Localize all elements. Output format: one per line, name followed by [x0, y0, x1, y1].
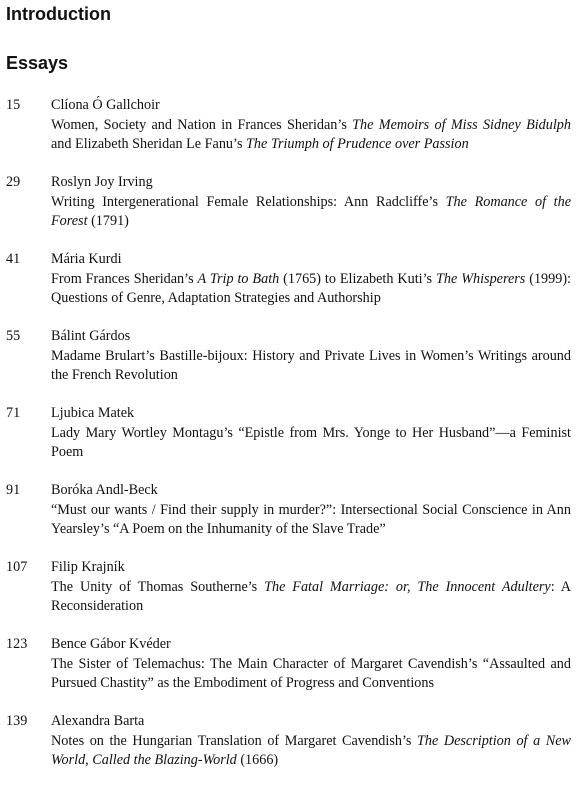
title-segment: and Elizabeth Sheridan Le Fanu’s: [51, 136, 247, 152]
essay-title: [51, 655, 571, 694]
essay-title: [51, 347, 571, 386]
title-italic-segment: The Description of a New World, Called the Blazing-World: [51, 732, 571, 768]
title-segment: (1791): [87, 213, 129, 229]
title-italic-segment: The Memoirs of Miss Sidney Bidulph: [352, 116, 571, 133]
title-italic-segment: The Whisperers: [435, 270, 526, 287]
toc-entry: [0, 96, 579, 173]
title-segment: (1666): [236, 752, 279, 768]
title-segment: Madame Brulart’s Bastille-bijoux: History and Private Lives in Women’s Writings around the French Revolution: [51, 347, 571, 383]
title-italic-segment: The Romance of the Forest: [51, 193, 572, 229]
essay-author: Boróka Andl-Beck: [51, 482, 158, 498]
page-number: 91: [6, 482, 21, 498]
toc-entry: [0, 712, 579, 789]
introduction-heading: Introduction: [6, 4, 111, 24]
page-number: 29: [6, 174, 21, 190]
title-segment: From Frances Sheridan’s: [51, 270, 198, 287]
essays-heading: Essays: [6, 53, 69, 73]
toc-entry: [0, 327, 579, 404]
page-number: 55: [6, 328, 21, 344]
essay-author: Mária Kurdi: [51, 251, 122, 267]
essay-title: [51, 424, 571, 463]
page-number: 139: [6, 713, 28, 729]
toc-entry: [0, 173, 579, 250]
title-segment: Notes on the Hungarian Translation of Margaret Cavendish’s: [51, 732, 417, 749]
title-segment: “Must our wants / Find their supply in murder?”: Intersectional Social Conscience in Ann Yearsley’s “A Poem on the Inhumanity of the Slave Trade”: [51, 501, 571, 537]
page-number: 15: [6, 97, 21, 113]
essay-author: Ljubica Matek: [51, 405, 135, 421]
title-segment: Lady Mary Wortley Montagu’s “Epistle from Mrs. Yonge to Her Husband”—a Feminist Poem: [51, 424, 571, 460]
essay-author: Bence Gábor Kvéder: [51, 636, 171, 652]
title-segment: : A Reconsideration: [51, 578, 572, 614]
title-italic-segment: A Trip to Bath: [197, 270, 280, 287]
essay-author: Filip Krajník: [51, 559, 125, 575]
essay-author: Clíona Ó Gallchoir: [51, 97, 160, 113]
essay-title: [51, 732, 571, 771]
page-number: 123: [6, 636, 28, 652]
essay-author: Alexandra Barta: [51, 713, 145, 729]
essay-title: [51, 501, 571, 540]
title-segment: The Sister of Telemachus: The Main Character of Margaret Cavendish’s “Assaulted and Pursued Chastity” as the Embodiment of Progress and Conventions: [51, 655, 571, 691]
title-segment: The Unity of Thomas Southerne’s: [51, 578, 265, 595]
title-italic-segment: The Fatal Marriage: or, The Innocent Adultery: [264, 578, 551, 595]
toc-entry: [0, 635, 579, 712]
toc-entry: [0, 250, 579, 327]
title-segment: Writing Intergenerational Female Relationships: Ann Radcliffe’s: [51, 193, 446, 210]
title-segment: (1765) to Elizabeth Kuti’s: [279, 270, 436, 287]
page-number: 71: [6, 405, 21, 421]
essay-author: Bálint Gárdos: [51, 328, 131, 344]
page-number: 107: [6, 559, 28, 575]
toc-entry: [0, 481, 579, 558]
essay-title: [51, 578, 571, 617]
title-segment: (1999): Questions of Genre, Adaptation Strategies and Authorship: [51, 270, 571, 306]
table-of-contents: [0, 96, 579, 789]
page-number: 41: [6, 251, 21, 267]
essay-title: [51, 270, 571, 309]
essay-title: [51, 116, 571, 155]
toc-entry: [0, 404, 579, 481]
toc-entry: [0, 558, 579, 635]
title-segment: Women, Society and Nation in Frances Sheridan’s: [51, 116, 353, 133]
essay-author: Roslyn Joy Irving: [51, 174, 153, 190]
essay-title: [51, 193, 571, 232]
title-italic-segment: The Triumph of Prudence over Passion: [246, 136, 469, 152]
